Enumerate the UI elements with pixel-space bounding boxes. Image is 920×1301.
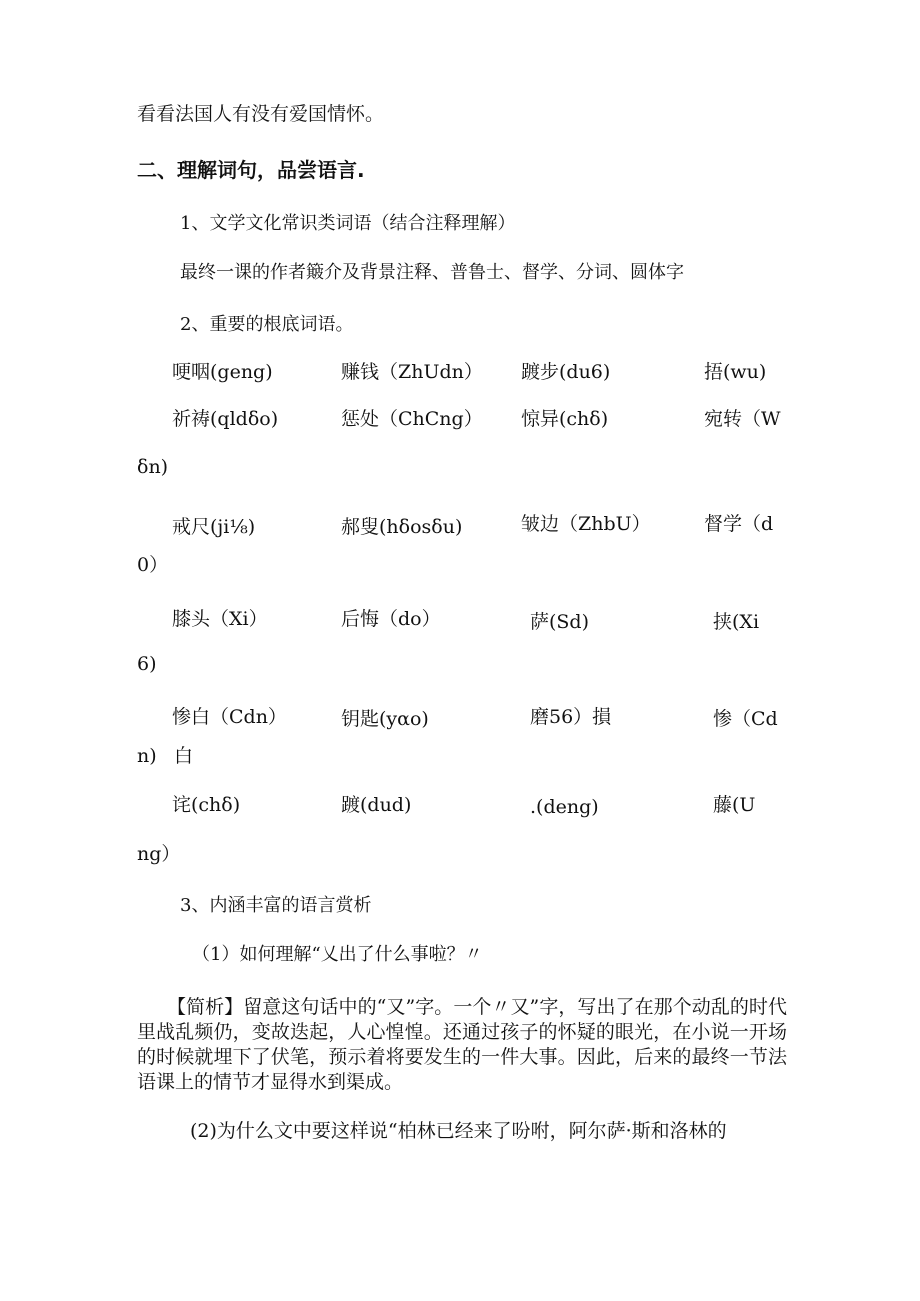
question-2: (2)为什么文中要这样说“柏林已经来了吩咐，阿尔萨·斯和洛林的 <box>190 1120 727 1142</box>
item3-title: 3、内涵丰富的语言赏析 <box>180 895 372 916</box>
vocab-item: 郝叟(hδosδu) <box>341 516 463 538</box>
vocab-item: 惊异(chδ) <box>521 408 609 430</box>
vocab-item: 踱步(du6) <box>521 361 611 383</box>
question-1: （1）如何理解“乂出了什么事啦？〃 <box>192 944 483 965</box>
vocab-item: 捂(wu) <box>704 361 767 383</box>
item1-content: 最终一课的作者簸介及背景注释、普鲁士、督学、分词、圆体字 <box>180 262 684 283</box>
vocab-item: 膝头（Xi） <box>172 608 268 630</box>
vocab-continuation: ng） <box>137 843 181 865</box>
vocab-item: 皱边（ZhbU） <box>521 513 651 535</box>
vocab-item: 磨56）損 <box>530 706 612 728</box>
intro-line: 看看法国人有没有爱国情怀。 <box>137 103 385 125</box>
vocab-item: 踱(dud) <box>341 794 412 816</box>
vocab-item: 藤(U <box>713 794 756 816</box>
vocab-continuation: 白 <box>174 745 194 767</box>
vocab-item: 宛转（W <box>704 408 781 430</box>
analysis-paragraph <box>137 995 787 1095</box>
vocab-item: 祈祷(qldδo) <box>172 408 279 430</box>
vocab-item: 诧(chδ) <box>172 794 241 816</box>
item1-title: 1、文学文化常识类词语（结合注释理解） <box>180 213 516 234</box>
vocab-item: 挟(Xi <box>713 611 760 633</box>
vocab-item: 哽咽(geng) <box>172 361 273 383</box>
vocab-item: 后悔（do） <box>341 608 441 630</box>
vocab-item: 萨(Sd) <box>530 611 590 633</box>
vocab-continuation: 6) <box>137 653 157 675</box>
vocab-item: 赚钱（ZhUdn） <box>341 361 483 383</box>
section-heading: 二、理解词句，品尝语言. <box>137 158 365 182</box>
vocab-item: 钥匙(yαo) <box>341 708 429 730</box>
vocab-item: 惨（Cd <box>713 708 778 730</box>
vocab-continuation: 0） <box>137 554 169 576</box>
vocab-continuation: δn) <box>137 456 169 478</box>
vocab-continuation: n) <box>137 745 157 767</box>
vocab-item: .(deng) <box>530 796 599 818</box>
analysis-text: 留意这句话中的“又”字。一个〃又”字，写出了在那个动乱的时代里战乱频仍，变故迭起，人心惶惶。还通过孩子的怀疑的眼光，在小说一开场的时候就埋下了伏笔，预示着将要发生的一件大事。因此，后来的最终一节法语课上的情节才显得水到渠成。 <box>137 996 787 1093</box>
vocab-item: 督学（d <box>704 513 774 535</box>
vocab-item: 惨白（Cdn） <box>172 706 287 728</box>
analysis-label: 【简析】 <box>167 996 244 1018</box>
item2-title: 2、重要的根底词语。 <box>180 314 354 335</box>
vocab-item: 戒尺(ji⅛) <box>172 516 256 538</box>
vocab-item: 惩处（ChCng） <box>341 408 483 430</box>
